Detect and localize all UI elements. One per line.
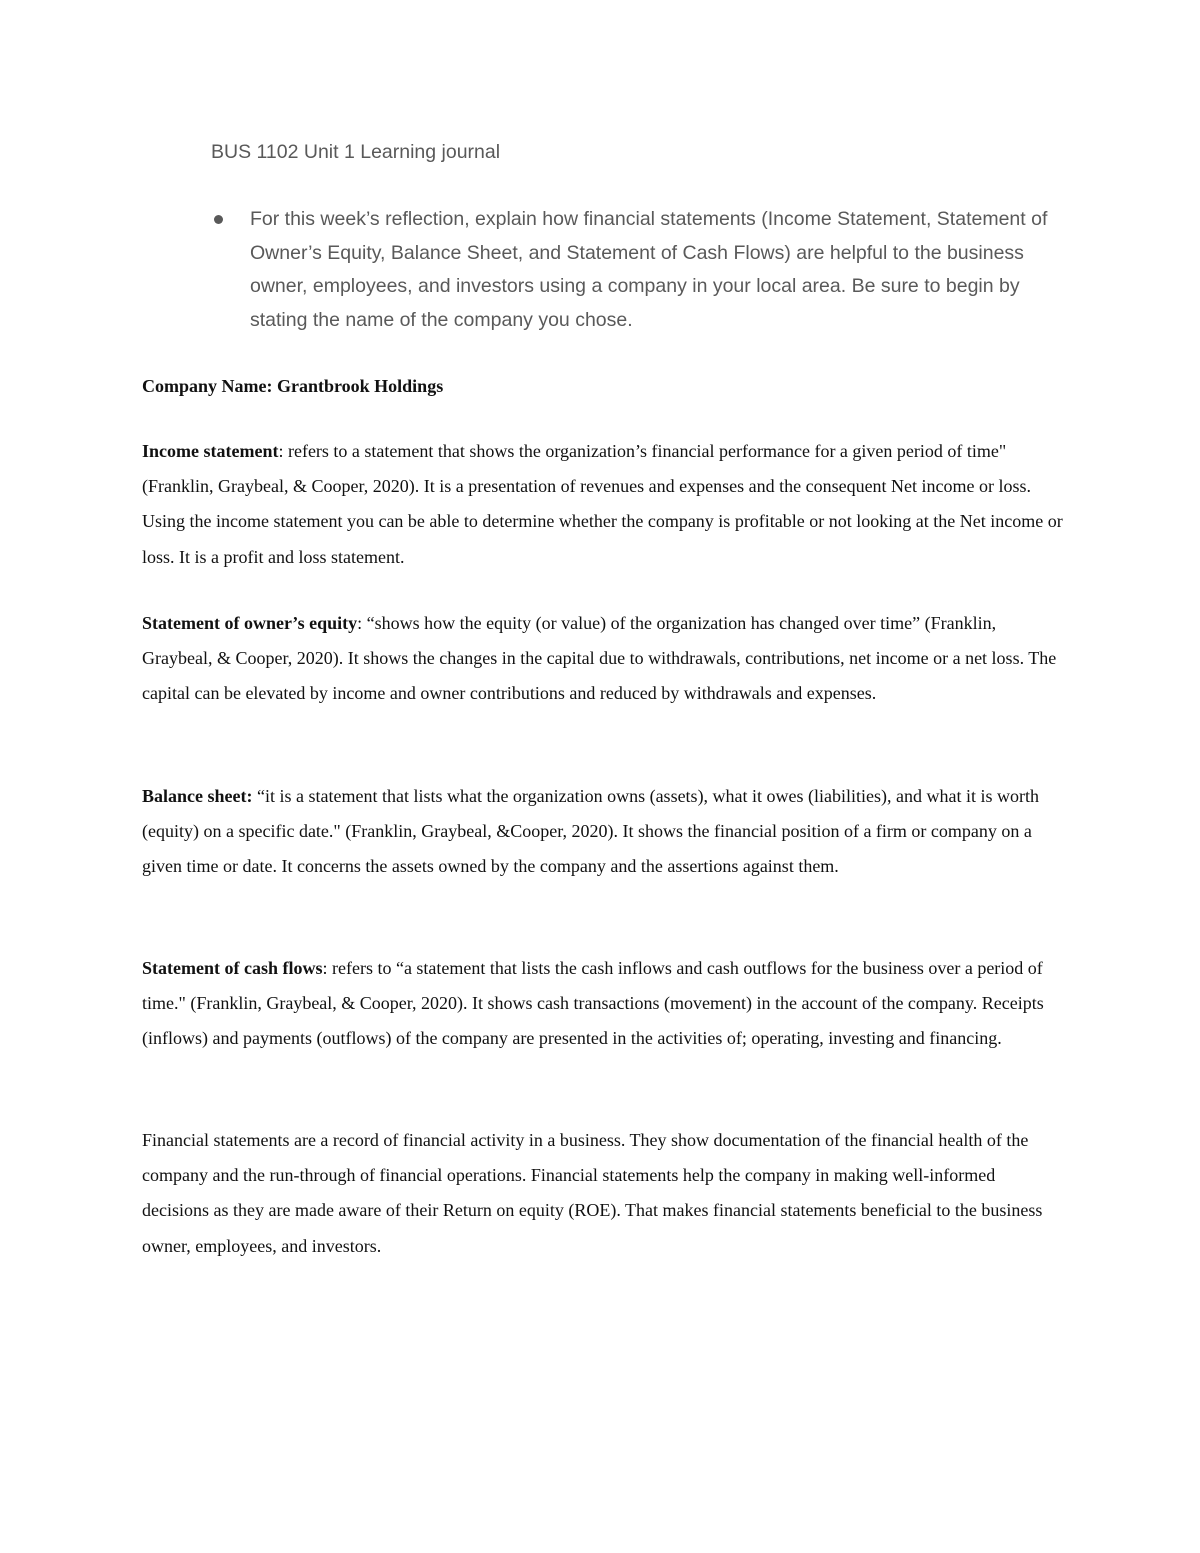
balance-sheet-body: “it is a statement that lists what the organization owns (assets), what it owes (liabilities), and what it is worth (equity) on a specific date." (Franklin, Graybeal, &Cooper, 2020). It shows the financial position of a firm or company on a given time or date. It concerns the assets owned by the company and the assertions against them. [142,786,1039,877]
company-name-label: Company Name: Grantbrook Holdings [142,376,444,396]
income-statement-term: Income statement [142,441,279,461]
cash-flows-term: Statement of cash flows [142,958,323,978]
balance-sheet-term: Balance sheet: [142,786,253,806]
bullet-dot-icon [214,215,223,224]
document-title: BUS 1102 Unit 1 Learning journal [211,141,501,163]
income-statement-paragraph [142,434,1064,575]
owners-equity-body: : “shows how the equity (or value) of the organization has changed over time” (Franklin, Graybeal, & Cooper, 2020). It shows the changes in the capital due to withdrawals, contributions, net income or a net loss. The capital can be elevated by income and owner contributions and reduced by withdrawals and expenses. [142,613,1057,704]
cash-flows-body: : refers to “a statement that lists the cash inflows and cash outflows for the business over a period of time." (Franklin, Graybeal, & Cooper, 2020). It shows cash transactions (movement) in the account of the company. Receipts (inflows) and payments (outflows) of the company are presented in the activities of; operating, investing and financing. [142,958,1044,1049]
company-name [142,369,1064,404]
closing-paragraph: Financial statements are a record of financial activity in a business. They show documentation of the financial health of the company and the run-through of financial operations. Financial statements help the company in making well-informed decisions as they are made aware of their Return on equity (ROE). That makes financial statements beneficial to the business owner, employees, and investors. [142,1130,1043,1256]
income-statement-body: : refers to a statement that shows the organization’s financial performance for a given period of time" (Franklin, Graybeal, & Cooper, 2020). It is a presentation of revenues and expenses and the consequent Net income or loss. Using the income statement you can be able to determine whether the company is profitable or not looking at the Net income or loss. It is a profit and loss statement. [142,441,1063,567]
cash-flows-paragraph [142,951,1064,1057]
owners-equity-term: Statement of owner’s equity [142,613,358,633]
balance-sheet-paragraph [142,779,1064,885]
prompt-text: For this week’s reflection, explain how financial statements (Income Statement, Statement of Owner’s Equity, Balance Sheet, and Statement of Cash Flows) are helpful to the business owner, employees, and investors using a company in your local area. Be sure to begin by stating the name of the company you chose. [250,208,1048,331]
owners-equity-paragraph [142,606,1064,712]
